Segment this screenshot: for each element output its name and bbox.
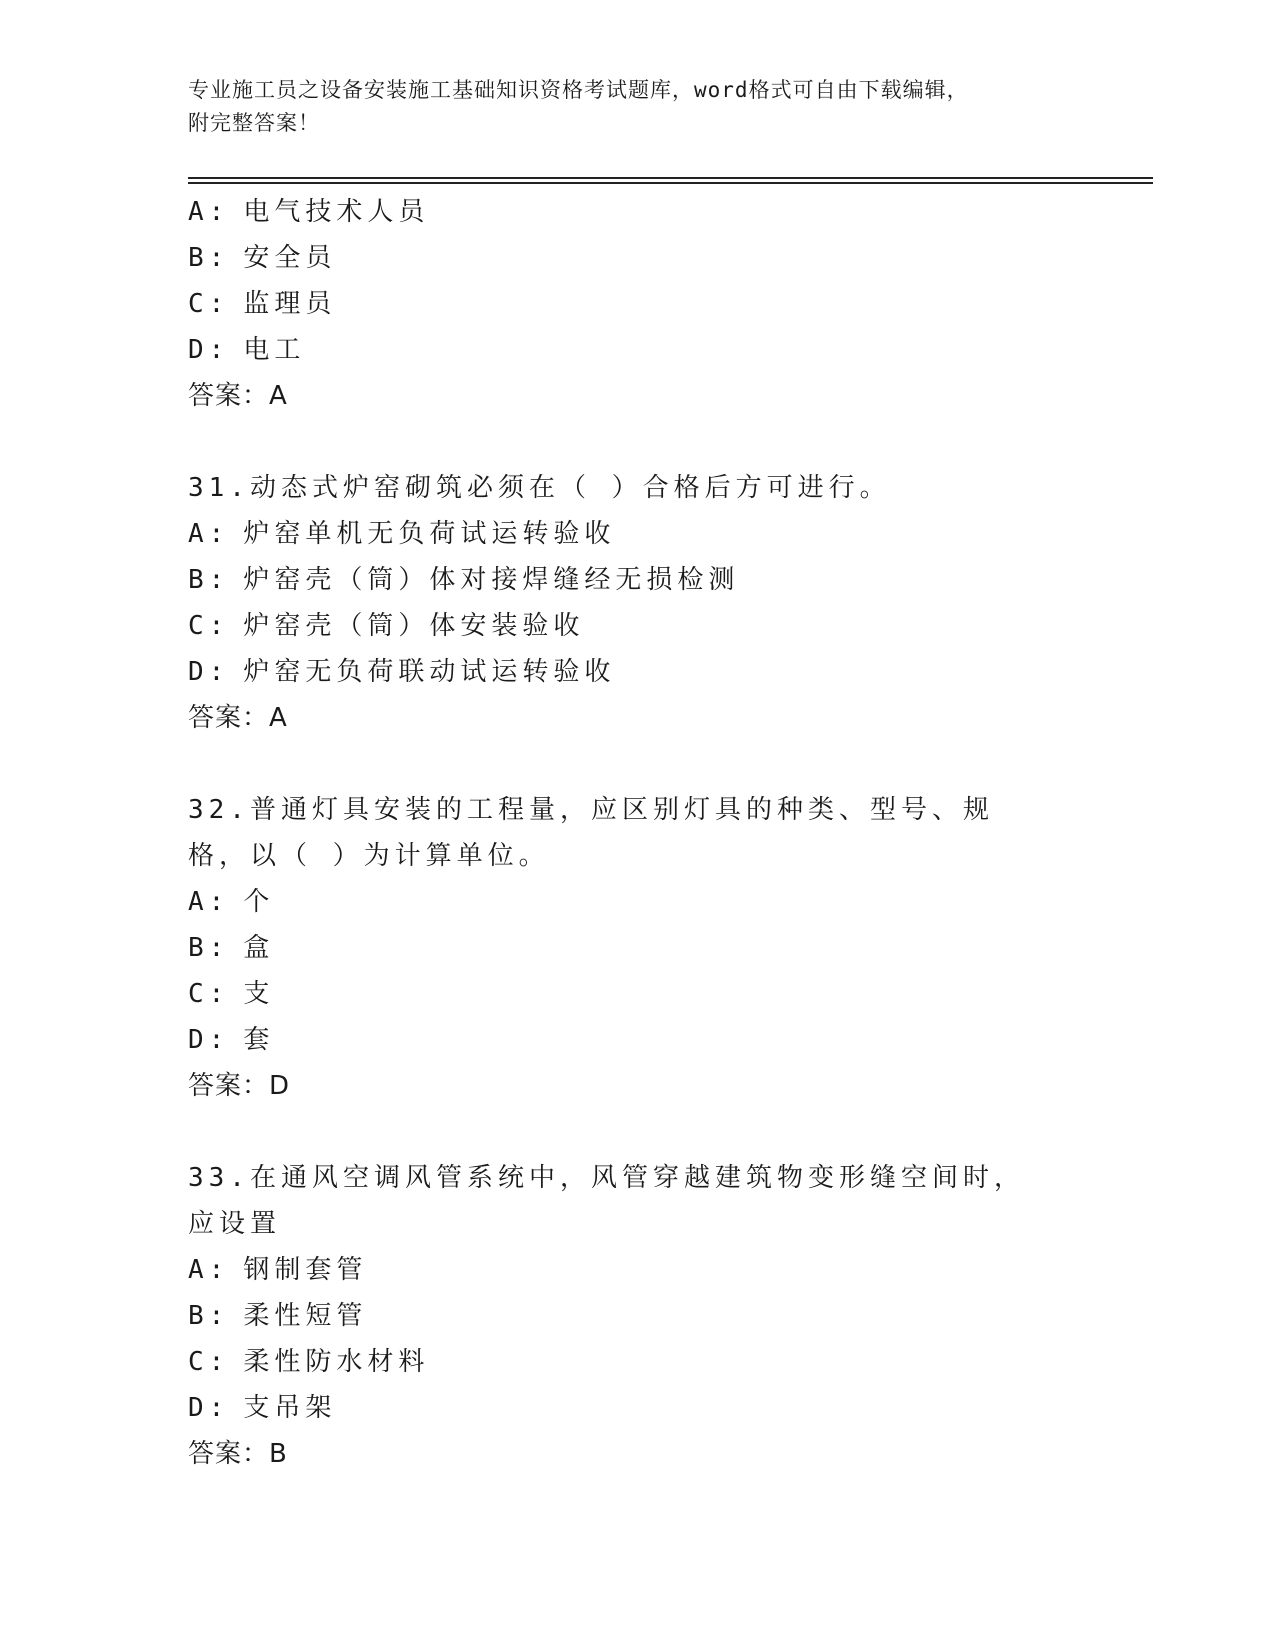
option-key: D:	[188, 335, 230, 365]
option-text: 电工	[243, 335, 306, 365]
option-c	[188, 1339, 1068, 1385]
option-b	[188, 925, 1068, 971]
option-key: B:	[188, 565, 230, 595]
option-key: D:	[188, 1025, 230, 1055]
question-block-31	[188, 465, 1068, 741]
option-text: 炉窑壳（筒）体对接焊缝经无损检测	[243, 565, 740, 595]
header-divider-top	[188, 177, 1153, 179]
option-c	[188, 971, 1068, 1017]
answer-line: 答案：B	[188, 1439, 288, 1469]
option-d	[188, 1017, 1068, 1063]
header-line-2: 附完整答案！	[188, 111, 320, 135]
option-a	[188, 879, 1068, 925]
option-key: A:	[188, 197, 230, 227]
question-list	[188, 189, 1068, 1477]
question-stem: 31.动态式炉窑砌筑必须在（ ）合格后方可进行。	[188, 473, 891, 503]
option-key: C:	[188, 611, 230, 641]
spacer	[188, 1109, 1068, 1155]
option-text: 个	[243, 887, 275, 917]
option-b	[188, 557, 1068, 603]
question-stem: 33.在通风空调风管系统中，风管穿越建筑物变形缝空间时，应设置	[188, 1163, 1025, 1239]
question-block-carryover	[188, 189, 1068, 419]
option-key: B:	[188, 1301, 230, 1331]
option-a	[188, 189, 1068, 235]
option-a	[188, 1247, 1068, 1293]
option-d	[188, 649, 1068, 695]
option-d	[188, 327, 1068, 373]
header-line-1: 专业施工员之设备安装施工基础知识资格考试题库，word格式可自由下载编辑，	[188, 78, 969, 102]
option-key: D:	[188, 657, 230, 687]
answer-line: 答案：A	[188, 381, 288, 411]
option-text: 炉窑壳（筒）体安装验收	[243, 611, 585, 641]
option-text: 柔性短管	[243, 1301, 368, 1331]
option-key: A:	[188, 1255, 230, 1285]
option-key: D:	[188, 1393, 230, 1423]
option-key: A:	[188, 519, 230, 549]
question-stem: 32.普通灯具安装的工程量，应区别灯具的种类、型号、规格，以（ ）为计算单位。	[188, 795, 994, 871]
answer-line: 答案：D	[188, 1071, 291, 1101]
spacer	[188, 419, 1068, 465]
option-key: B:	[188, 243, 230, 273]
document-header	[188, 74, 1068, 140]
option-b	[188, 1293, 1068, 1339]
question-block-33	[188, 1155, 1068, 1477]
option-text: 监理员	[243, 289, 337, 319]
option-d	[188, 1385, 1068, 1431]
option-text: 炉窑无负荷联动试运转验收	[243, 657, 616, 687]
spacer	[188, 741, 1068, 787]
option-b	[188, 235, 1068, 281]
option-text: 盒	[243, 933, 275, 963]
option-text: 安全员	[243, 243, 337, 273]
option-text: 支吊架	[243, 1393, 337, 1423]
answer-line: 答案：A	[188, 703, 288, 733]
option-key: C:	[188, 289, 230, 319]
option-text: 柔性防水材料	[243, 1347, 430, 1377]
option-c	[188, 281, 1068, 327]
question-block-32	[188, 787, 1068, 1109]
option-c	[188, 603, 1068, 649]
option-text: 支	[243, 979, 275, 1009]
option-text: 炉窑单机无负荷试运转验收	[243, 519, 616, 549]
option-key: B:	[188, 933, 230, 963]
option-key: A:	[188, 887, 230, 917]
option-a	[188, 511, 1068, 557]
option-text: 电气技术人员	[243, 197, 430, 227]
header-divider-bottom	[188, 182, 1153, 184]
option-key: C:	[188, 1347, 230, 1377]
option-text: 套	[243, 1025, 275, 1055]
option-text: 钢制套管	[243, 1255, 368, 1285]
option-key: C:	[188, 979, 230, 1009]
